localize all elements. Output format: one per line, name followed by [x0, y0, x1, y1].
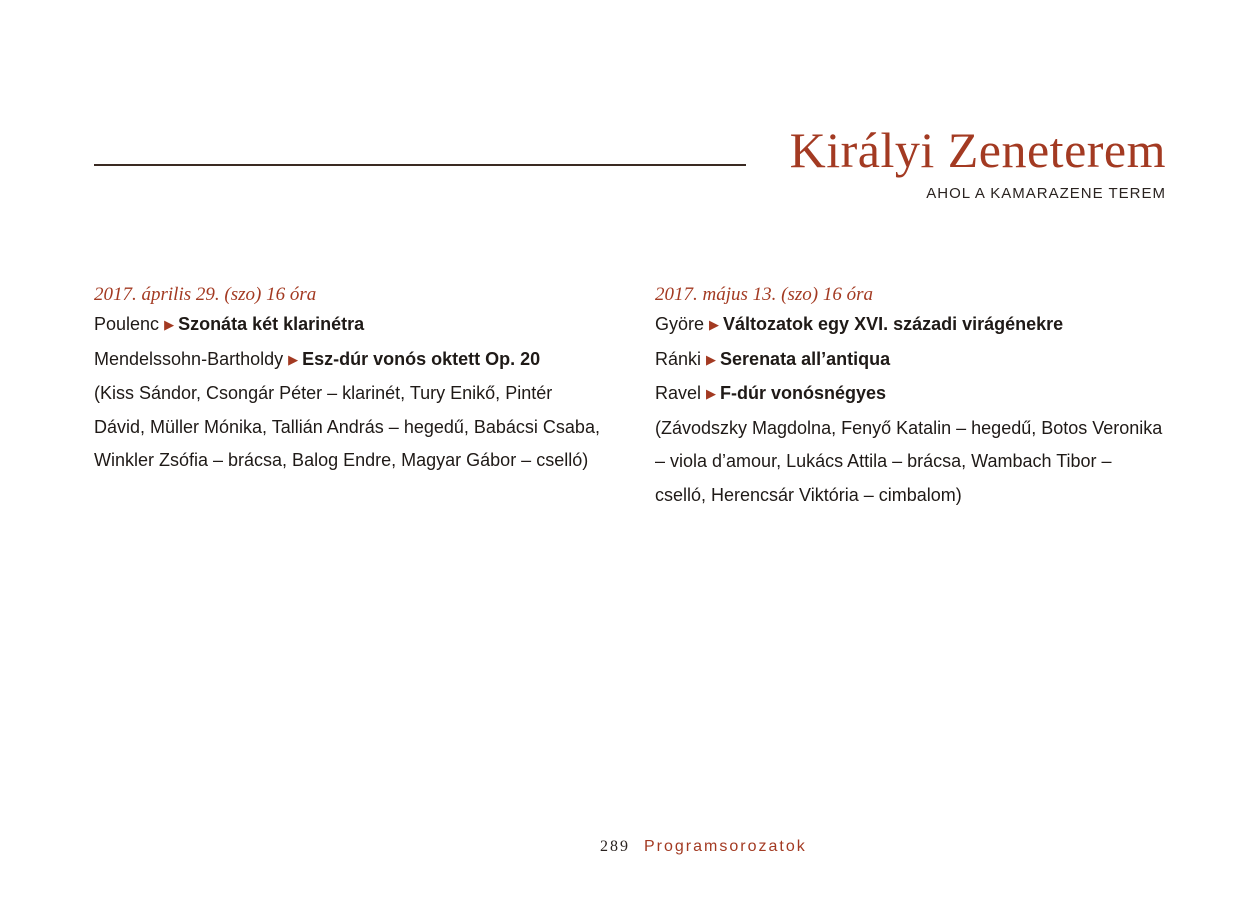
- event-column-1: [94, 282, 604, 478]
- program-item: [94, 343, 604, 378]
- event-date: 2017. április 29. (szo) 16 óra: [94, 284, 317, 305]
- page-title: Királyi Zeneterem: [789, 122, 1166, 178]
- composer: Györe: [655, 314, 705, 334]
- composer: Mendelssohn-Bartholdy: [94, 348, 284, 369]
- performers: (Kiss Sándor, Csongár Péter – klarinét, Tury Enikő, Pintér Dávid, Müller Mónika, Tallián András – hegedű, Babácsi Csaba, Winkler Zsófia – brácsa, Balog Endre, Magyar Gábor – cselló): [94, 383, 600, 470]
- work-title: Serenata all’antiqua: [720, 348, 891, 369]
- program-item: [94, 308, 604, 343]
- performers: (Závodszky Magdolna, Fenyő Katalin – hegedű, Botos Veronika – viola d’amour, Lukács Attila – brácsa, Wambach Tibor – cselló, Herencsár Viktória – cimbalom): [655, 417, 1163, 505]
- composer: Poulenc: [94, 314, 160, 334]
- triangle-right-icon: ▶: [709, 317, 720, 332]
- work-title: Változatok egy XVI. századi virágénekre: [723, 314, 1064, 334]
- composer: Ravel: [655, 383, 702, 403]
- event-date: 2017. május 13. (szo) 16 óra: [655, 284, 873, 305]
- triangle-right-icon: ▶: [706, 351, 717, 367]
- page-number: 289: [600, 838, 630, 855]
- composer: Ránki: [655, 348, 702, 369]
- program-item: [655, 343, 1165, 378]
- work-title: F-dúr vonósnégyes: [720, 383, 887, 403]
- header-rule: [94, 164, 746, 166]
- work-title: Esz-dúr vonós oktett Op. 20: [302, 348, 541, 369]
- work-title: Szonáta két klarinétra: [178, 314, 365, 334]
- page-footer: [600, 836, 807, 858]
- event-column-2: [655, 282, 1165, 512]
- triangle-right-icon: ▶: [706, 386, 717, 401]
- triangle-right-icon: ▶: [288, 351, 299, 367]
- program-item: [655, 308, 1165, 343]
- page-subtitle: AHOL A KAMARAZENE TEREM: [926, 185, 1166, 202]
- program-item: [655, 377, 1165, 412]
- section-name: Programsorozatok: [644, 838, 807, 855]
- triangle-right-icon: ▶: [164, 317, 175, 332]
